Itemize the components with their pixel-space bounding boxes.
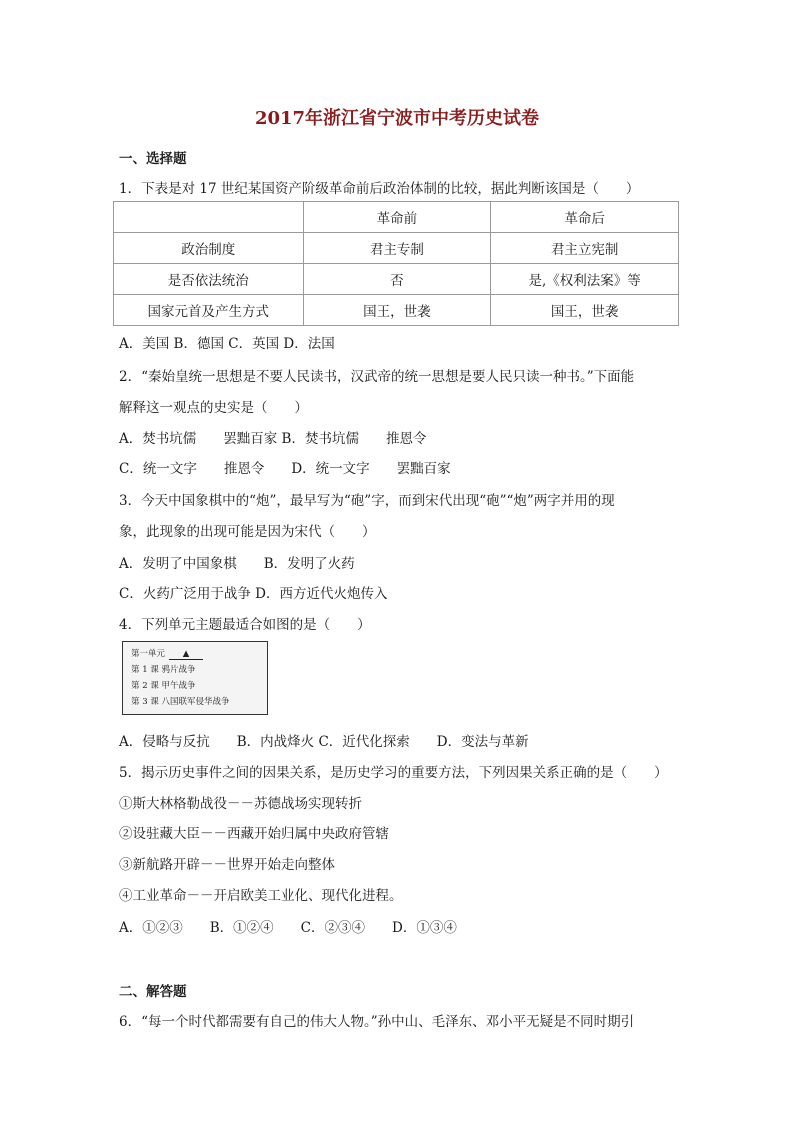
table-header-cell: 革命后 <box>491 202 679 233</box>
question-2-line-1: 2．“秦始皇统一思想是不要人民读书，汉武帝的统一思想是要人民只读一种书。”下面能 <box>119 369 635 385</box>
page-title: 2017年浙江省宁波市中考历史试卷 <box>254 108 540 129</box>
table-cell: 否 <box>303 264 491 295</box>
question-5-item-3: ③新航路开辟－－世界开始走向整体 <box>119 857 335 873</box>
table-cell: 是,《权利法案》等 <box>491 264 679 295</box>
question-3-options-cd: C．火药广泛用于战争 D．西方近代火炮传入 <box>119 586 388 602</box>
unit-textbook-image <box>122 641 268 715</box>
question-5-item-2: ②设驻藏大臣－－西藏开始归属中央政府管辖 <box>119 826 389 842</box>
section-heading-choice: 一、选择题 <box>119 151 187 167</box>
question-5-item-4: ④工业革命－－开启欧美工业化、现代化进程。 <box>119 888 403 904</box>
image-lesson-3: 第 3 课 八国联军侵华战争 <box>131 697 230 707</box>
table-cell: 国家元首及产生方式 <box>114 295 304 326</box>
image-unit-blank: ▲ <box>169 649 203 660</box>
image-lesson-1: 第 1 课 鸦片战争 <box>131 665 196 675</box>
image-unit-label: 第一单元 <box>131 649 166 659</box>
question-6-line-1: 6．“每一个时代都需要有自己的伟大人物。”孙中山、毛泽东、邓小平无疑是不同时期引 <box>119 1014 635 1030</box>
question-3-line-1: 3．今天中国象棋中的“炮”，最早写为“砲”字，而到宋代出现“砲”“炮”两字并用的现 <box>119 493 615 509</box>
question-4-stem: 4．下列单元主题最适合如图的是（ ） <box>119 617 371 633</box>
question-2-options-ab: A．焚书坑儒 罢黜百家 B．焚书坑儒 推恩令 <box>119 431 427 447</box>
table-cell: 君主专制 <box>303 233 491 264</box>
question-3-line-2: 象，此现象的出现可能是因为宋代（ ） <box>119 524 376 540</box>
table-cell: 政治制度 <box>114 233 304 264</box>
question-2-line-2: 解释这一观点的史实是（ ） <box>119 400 308 416</box>
table-row <box>114 233 679 264</box>
table-header-row <box>114 202 679 233</box>
table-cell: 君主立宪制 <box>491 233 679 264</box>
table-header-cell: 革命前 <box>303 202 491 233</box>
table-row <box>114 295 679 326</box>
question-3-options-ab: A．发明了中国象棋 B．发明了火药 <box>119 556 355 572</box>
table-cell: 国王，世袭 <box>303 295 491 326</box>
question-5-options: A．①②③ B．①②④ C．②③④ D．①③④ <box>119 920 457 936</box>
table-cell: 国王，世袭 <box>491 295 679 326</box>
question-1-stem: 1．下表是对 17 世纪某国资产阶级革命前后政治体制的比较，据此判断该国是（ ） <box>119 181 640 197</box>
question-4-options: A．侵略与反抗 B．内战烽火 C．近代化探索 D．变法与革新 <box>119 734 529 750</box>
table-cell: 是否依法统治 <box>114 264 304 295</box>
table-row <box>114 264 679 295</box>
table-cell <box>114 202 304 233</box>
question-5-stem: 5．揭示历史事件之间的因果关系，是历史学习的重要方法，下列因果关系正确的是（ ） <box>119 765 668 781</box>
question-1-options: A．美国 B．德国 C．英国 D．法国 <box>119 336 335 352</box>
image-unit-heading <box>131 647 203 660</box>
question-5-item-1: ①斯大林格勒战役－－苏德战场实现转折 <box>119 796 362 812</box>
section-heading-answer: 二、解答题 <box>119 984 187 1000</box>
image-lesson-2: 第 2 课 甲午战争 <box>131 681 196 691</box>
question-2-options-cd: C．统一文字 推恩令 D．统一文字 罢黜百家 <box>119 461 451 477</box>
comparison-table <box>113 201 679 326</box>
